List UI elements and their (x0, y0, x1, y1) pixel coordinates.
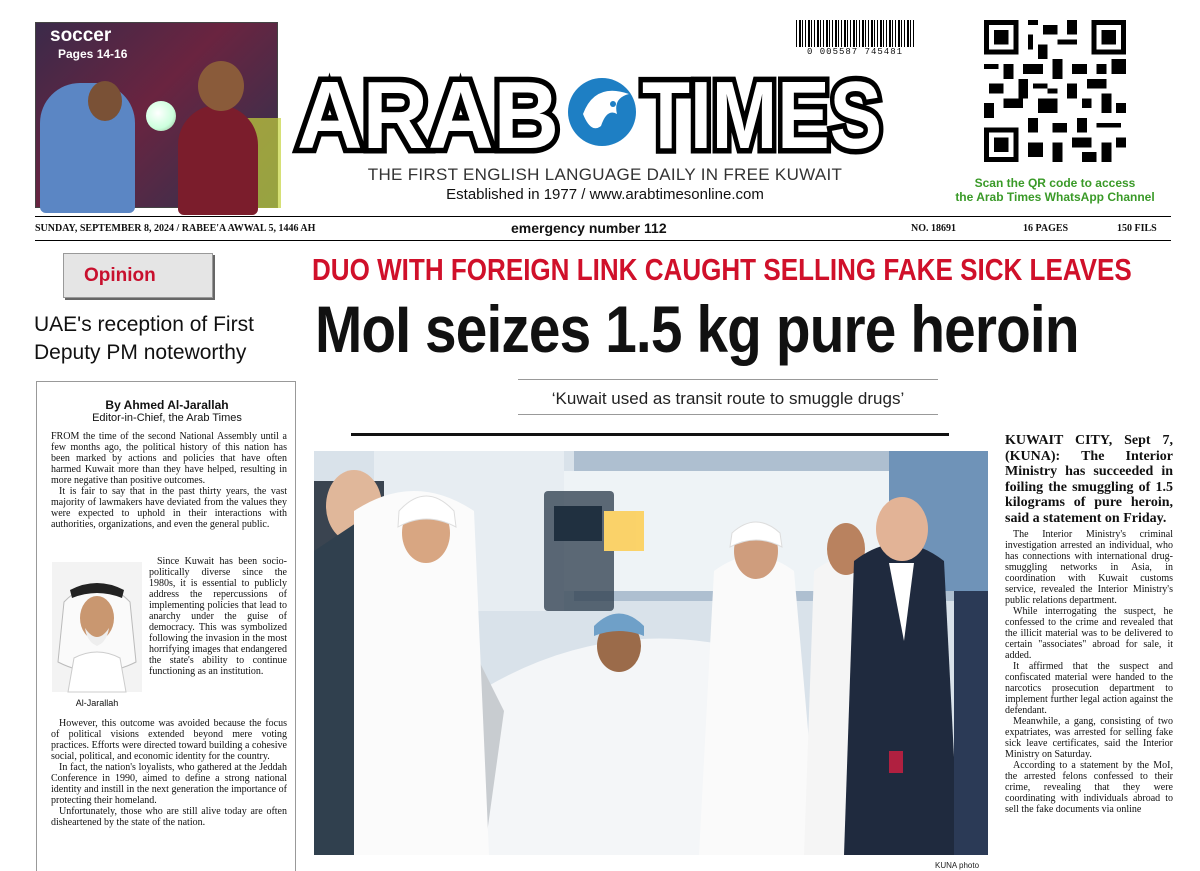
story-body (1005, 433, 1173, 871)
opinion-paragraph: FROM the time of the second National Assembly until a few months ago, the political history of this nation has been marked by actions and policies that have often harmed Kuwait more than they have helped, resulting in more negative than positive outcomes. (51, 431, 287, 486)
promo-player-right-head (198, 61, 244, 111)
story-headline[interactable]: MoI seizes 1.5 kg pure heroin (315, 292, 1079, 366)
soccer-promo-box[interactable] (35, 22, 278, 208)
opinion-paragraph: It is fair to say that in the past thirty years, the vast majority of lawmakers have deviated from the values they were expected to uphold in their interactions with authorities, organizations, and even the general public. (51, 486, 287, 530)
page-count: 16 PAGES (1023, 223, 1069, 234)
qr-code-icon[interactable] (984, 20, 1126, 162)
story-lead: KUWAIT CITY, Sept 7, (KUNA): The Interior Ministry has succeeded in foiling the smuggling of 1.5 kilograms of pure heroin, said a statement on Friday. (1005, 433, 1173, 526)
dateline-bar (35, 216, 1171, 241)
opinion-section-badge[interactable] (63, 253, 213, 298)
qr-caption (930, 176, 1180, 204)
qr-caption-line2: the Arab Times WhatsApp Channel (955, 190, 1155, 204)
promo-title: soccer (50, 25, 112, 46)
emergency-number: emergency number 112 (511, 220, 667, 236)
logo-emblem-icon (568, 78, 636, 146)
story-paragraph: According to a statement by the MoI, the arrested felons confessed to their crime, revealing that they were coordinating with individuals abroad to sell the fake documents via online (1005, 760, 1173, 815)
opinion-paragraph: In fact, the nation's loyalists, who gathered at the Jeddah Conference in 1990, aimed to define a strong national identity and instill in the next generation the importance of protecting their homeland. (51, 762, 287, 806)
story-paragraph: Meanwhile, a gang, consisting of two expatriates, was arrested for selling fake sick leave certificates, said the Interior Ministry on Saturday. (1005, 716, 1173, 760)
subhead-box (518, 379, 938, 415)
masthead-tagline: THE FIRST ENGLISH LANGUAGE DAILY IN FREE KUWAIT (367, 165, 843, 184)
qr-caption-line1: Scan the QR code to access (974, 176, 1136, 190)
promo-player-left-head (88, 81, 122, 121)
story-kicker[interactable]: DUO WITH FOREIGN LINK CAUGHT SELLING FAKE SICK LEAVES (312, 252, 1132, 287)
story-paragraph: The Interior Ministry's criminal investigation arrested an individual, who has connections with international drug-smuggling networks in Asia, in coordination with Kuwait customs service, revealed the Interior Ministry's public relations department. (1005, 529, 1173, 606)
opinion-paragraph: Since Kuwait has been socio-politically diverse since the 1980s, it is essential to publicly address the repercussions of implementing policies that lead to anarchy under the guise of democracy. This was symbolized following the invasion in the most horrifying images that endangered the state's ability to continue functioning as an institution. (149, 556, 287, 677)
hospital-visit-photo[interactable] (314, 451, 988, 855)
issue-date: SUNDAY, SEPTEMBER 8, 2024 / RABEE'A AWWAL 5, 1446 AH (35, 223, 316, 234)
opinion-text-top (51, 431, 287, 530)
opinion-byline: By Ahmed Al-Jarallah (105, 398, 229, 412)
issue-price: 150 FILS (1117, 223, 1157, 234)
opinion-text-wrap (149, 556, 287, 677)
story-subhead: ‘Kuwait used as transit route to smuggle drugs’ (551, 389, 905, 408)
opinion-paragraph: However, this outcome was avoided because the focus of political visions extended beyond mere voting practices. Efforts were directed toward building a cohesive social, political, and economic identity for the country. (51, 718, 287, 762)
issue-number: NO. 18691 (911, 223, 956, 234)
opinion-paragraph: Unfortunately, those who are still alive today are often disheartened by the state of the nation. (51, 806, 287, 828)
author-photo (52, 562, 142, 692)
logo-word-times: TIMES (642, 62, 882, 169)
photo-credit: KUNA photo (935, 861, 980, 870)
story-paragraph: It affirmed that the suspect and confiscated material were handed to the narcotics prosecution department to implement further legal action against the defendant. (1005, 661, 1173, 716)
soccer-ball-icon (146, 101, 176, 131)
opinion-badge-label: Opinion (84, 265, 156, 286)
opinion-article (36, 381, 296, 871)
barcode-number: 0 005587 745481 (790, 47, 920, 57)
arab-times-logo (295, 62, 885, 169)
opinion-headline[interactable]: UAE's reception of First Deputy PM noteworthy (34, 313, 254, 364)
section-divider (351, 433, 949, 436)
opinion-text-bottom (51, 718, 287, 828)
promo-player-right (178, 105, 258, 215)
story-paragraph: While interrogating the suspect, he confessed to the crime and revealed that the illicit material was to be delivered to certain "associates" abroad for sale, it added. (1005, 606, 1173, 661)
logo-word-arab: ARAB (297, 62, 559, 169)
masthead-established: Established in 1977 / www.arabtimesonline.com (446, 186, 764, 203)
opinion-byline-role: Editor-in-Chief, the Arab Times (92, 412, 242, 424)
promo-pages: Pages 14-16 (58, 47, 128, 61)
author-photo-caption: Al-Jarallah (75, 698, 119, 708)
